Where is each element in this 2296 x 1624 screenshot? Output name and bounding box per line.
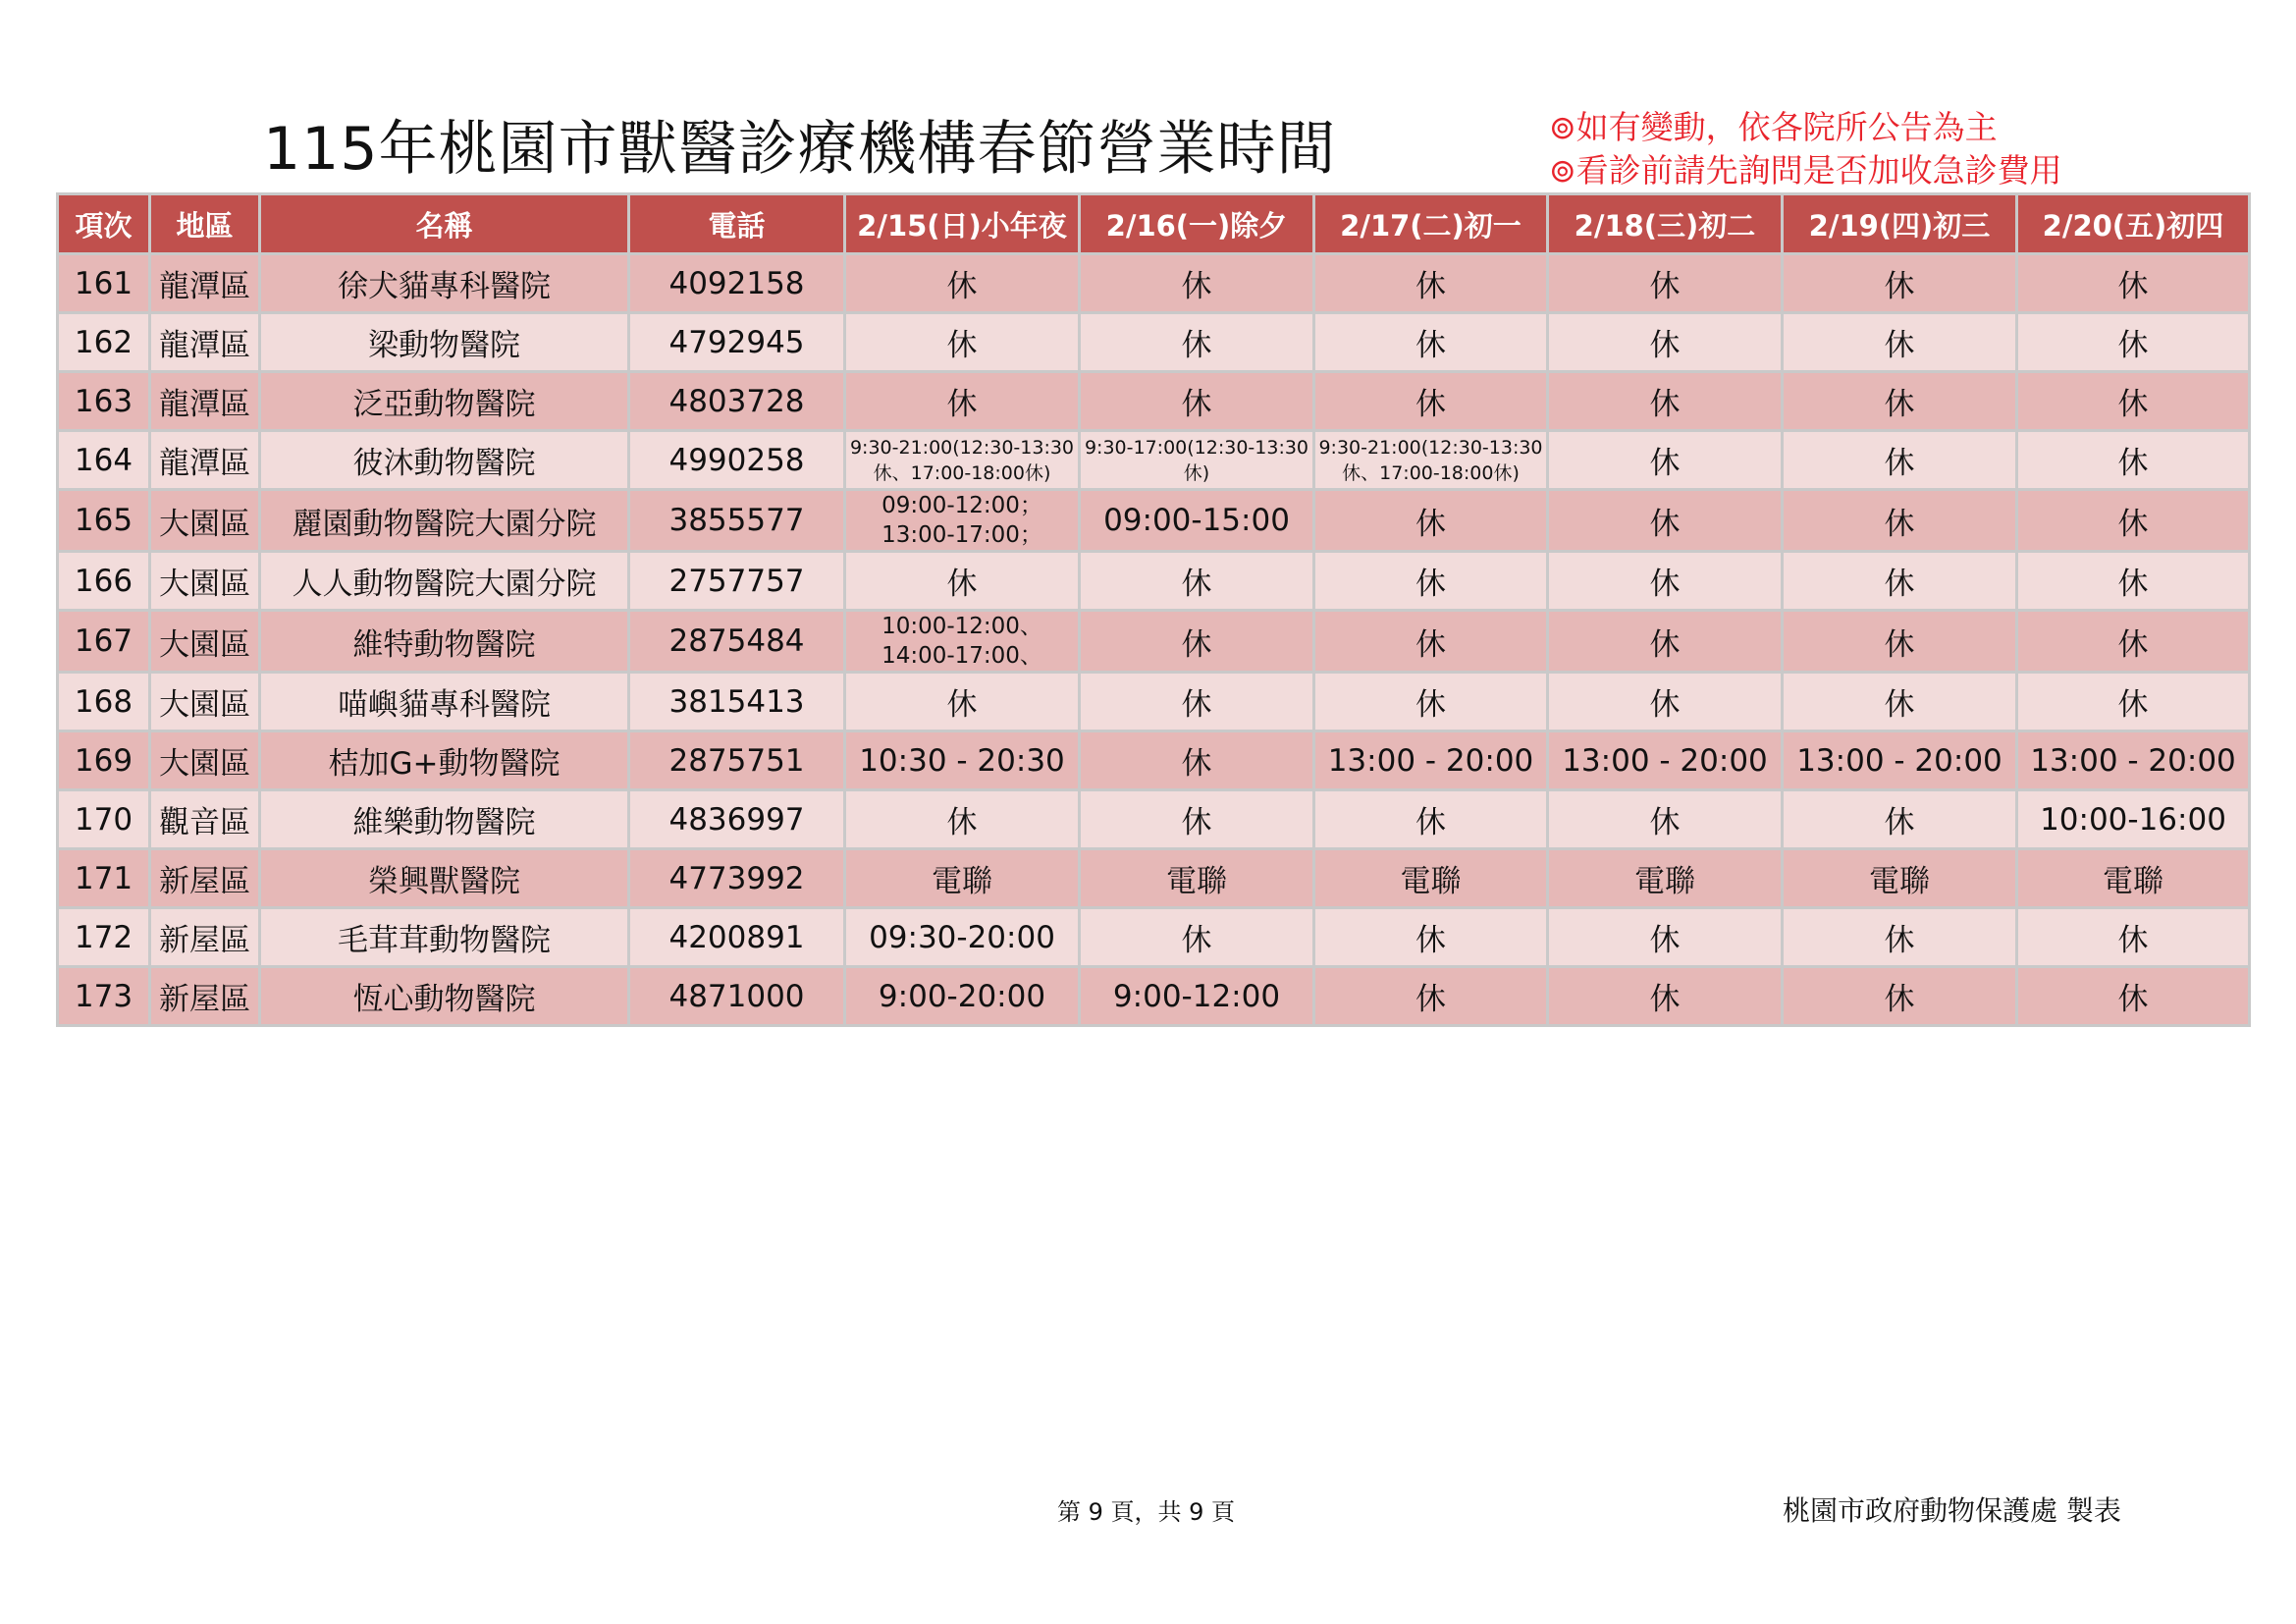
table-cell: 9:00-12:00 <box>1080 967 1314 1026</box>
table-cell: 休 <box>1080 611 1314 673</box>
table-cell: 休 <box>845 313 1080 372</box>
table-row <box>58 552 2250 611</box>
table-cell: 休 <box>2017 372 2250 431</box>
table-cell: 休 <box>1783 313 2017 372</box>
table-cell: 徐犬貓專科醫院 <box>260 254 629 313</box>
table-cell: 休 <box>1314 313 1548 372</box>
table-cell: 9:00-20:00 <box>845 967 1080 1026</box>
table-cell: 大園區 <box>150 611 260 673</box>
table-row <box>58 431 2250 490</box>
table-cell: 4200891 <box>629 908 845 967</box>
table-cell: 休 <box>1783 490 2017 552</box>
table-cell: 休 <box>1080 908 1314 967</box>
table-cell: 休 <box>1548 790 1783 849</box>
table-cell: 龍潭區 <box>150 313 260 372</box>
table-cell: 休 <box>1314 372 1548 431</box>
table-row <box>58 372 2250 431</box>
table-cell: 163 <box>58 372 150 431</box>
table-cell: 新屋區 <box>150 849 260 908</box>
table-row <box>58 313 2250 372</box>
table-cell: 電聯 <box>1548 849 1783 908</box>
schedule-table <box>56 192 2251 1027</box>
table-cell: 13:00 - 20:00 <box>1783 731 2017 790</box>
table-row <box>58 967 2250 1026</box>
table-cell: 13:00 - 20:00 <box>2017 731 2250 790</box>
table-cell: 161 <box>58 254 150 313</box>
table-cell: 休 <box>2017 431 2250 490</box>
table-cell: 4773992 <box>629 849 845 908</box>
table-cell: 休 <box>1080 731 1314 790</box>
table-header-row <box>58 194 2250 254</box>
table-cell: 休 <box>1783 372 2017 431</box>
column-header: 2/15(日)小年夜 <box>845 194 1080 254</box>
table-cell: 164 <box>58 431 150 490</box>
table-cell: 休 <box>1314 673 1548 731</box>
table-row <box>58 490 2250 552</box>
table-cell: 喵嶼貓專科醫院 <box>260 673 629 731</box>
table-cell: 休 <box>2017 967 2250 1026</box>
table-cell: 桔加G+動物醫院 <box>260 731 629 790</box>
table-cell: 4092158 <box>629 254 845 313</box>
table-cell: 休 <box>1548 611 1783 673</box>
table-cell: 大園區 <box>150 731 260 790</box>
cell-line: 9:30-21:00(12:30-13:30 <box>1318 436 1543 459</box>
cell-line: 9:30-21:00(12:30-13:30 <box>849 436 1075 459</box>
table-row <box>58 254 2250 313</box>
table-cell: 休 <box>845 790 1080 849</box>
table-cell: 新屋區 <box>150 908 260 967</box>
table-cell: 休 <box>1080 254 1314 313</box>
table-cell: 維特動物醫院 <box>260 611 629 673</box>
table-cell: 休 <box>1314 790 1548 849</box>
table-row <box>58 611 2250 673</box>
table-cell: 梁動物醫院 <box>260 313 629 372</box>
table-cell: 4792945 <box>629 313 845 372</box>
column-header: 2/16(一)除夕 <box>1080 194 1314 254</box>
table-cell: 榮興獸醫院 <box>260 849 629 908</box>
table-cell: 173 <box>58 967 150 1026</box>
column-header: 2/19(四)初三 <box>1783 194 2017 254</box>
cell-line: 14:00-17:00、 <box>881 643 1042 669</box>
table-row <box>58 731 2250 790</box>
table-cell: 觀音區 <box>150 790 260 849</box>
table-cell: 休 <box>2017 908 2250 967</box>
cell-line: 9:30-17:00(12:30-13:30 <box>1084 436 1309 459</box>
table-cell: 休 <box>1314 611 1548 673</box>
table-cell: 休 <box>1548 490 1783 552</box>
table-cell: 2875751 <box>629 731 845 790</box>
table-cell: 休 <box>1080 790 1314 849</box>
table-cell <box>845 431 1080 490</box>
column-header: 2/20(五)初四 <box>2017 194 2250 254</box>
table-cell: 休 <box>2017 673 2250 731</box>
table-cell: 167 <box>58 611 150 673</box>
table-cell: 恆心動物醫院 <box>260 967 629 1026</box>
table-cell: 休 <box>2017 611 2250 673</box>
table-cell: 休 <box>1783 908 2017 967</box>
table-cell: 3855577 <box>629 490 845 552</box>
table-cell: 大園區 <box>150 552 260 611</box>
column-header: 項次 <box>58 194 150 254</box>
table-cell: 休 <box>845 552 1080 611</box>
table-cell: 休 <box>2017 313 2250 372</box>
table-cell: 165 <box>58 490 150 552</box>
table-cell: 休 <box>1314 490 1548 552</box>
table-cell: 09:00-15:00 <box>1080 490 1314 552</box>
table-cell: 休 <box>1314 254 1548 313</box>
table-cell: 泛亞動物醫院 <box>260 372 629 431</box>
page-number: 第 9 頁，共 9 頁 <box>1057 1498 1236 1526</box>
table-cell: 170 <box>58 790 150 849</box>
column-header: 名稱 <box>260 194 629 254</box>
table-cell: 休 <box>1548 431 1783 490</box>
table-cell: 休 <box>845 372 1080 431</box>
table-cell: 休 <box>1783 790 2017 849</box>
table-cell: 休 <box>1548 967 1783 1026</box>
table-cell: 休 <box>1080 552 1314 611</box>
cell-line: 休、17:00-18:00休) <box>873 461 1051 484</box>
table-cell: 龍潭區 <box>150 372 260 431</box>
cell-line: 09:00-12:00； <box>881 493 1042 518</box>
table-cell: 休 <box>1783 552 2017 611</box>
table-cell: 休 <box>1548 908 1783 967</box>
table-row <box>58 673 2250 731</box>
table-cell: 09:30-20:00 <box>845 908 1080 967</box>
table-cell: 龍潭區 <box>150 431 260 490</box>
producer-credit: 桃園市政府動物保護處 製表 <box>1783 1494 2121 1527</box>
table-cell: 麗園動物醫院大園分院 <box>260 490 629 552</box>
table-cell: 休 <box>1783 611 2017 673</box>
table-cell: 新屋區 <box>150 967 260 1026</box>
table-cell: 休 <box>1548 254 1783 313</box>
table-cell <box>1314 431 1548 490</box>
table-cell: 維樂動物醫院 <box>260 790 629 849</box>
table-cell: 彼沐動物醫院 <box>260 431 629 490</box>
notice-line: ⊚看診前請先詢問是否加收急診費用 <box>1549 151 2062 189</box>
table-cell: 4803728 <box>629 372 845 431</box>
table-cell: 休 <box>1080 673 1314 731</box>
table-cell: 171 <box>58 849 150 908</box>
cell-line: 休、17:00-18:00休) <box>1342 461 1520 484</box>
table-cell: 大園區 <box>150 673 260 731</box>
table-cell: 休 <box>1548 552 1783 611</box>
table-cell: 休 <box>1080 372 1314 431</box>
table-cell: 10:00-16:00 <box>2017 790 2250 849</box>
table-cell: 人人動物醫院大園分院 <box>260 552 629 611</box>
table-cell <box>845 611 1080 673</box>
table-cell: 169 <box>58 731 150 790</box>
column-header: 2/18(三)初二 <box>1548 194 1783 254</box>
table-cell: 電聯 <box>1783 849 2017 908</box>
table-cell: 休 <box>1783 431 2017 490</box>
table-cell: 休 <box>2017 552 2250 611</box>
table-cell: 3815413 <box>629 673 845 731</box>
table-cell: 電聯 <box>845 849 1080 908</box>
table-cell: 休 <box>1548 313 1783 372</box>
table-cell: 休 <box>1314 908 1548 967</box>
table-cell: 休 <box>1314 967 1548 1026</box>
table-cell: 毛茸茸動物醫院 <box>260 908 629 967</box>
table-cell: 172 <box>58 908 150 967</box>
cell-line: 休) <box>1183 461 1210 484</box>
table-cell: 休 <box>2017 490 2250 552</box>
notice-box <box>1549 106 2062 192</box>
table-cell: 休 <box>2017 254 2250 313</box>
table-cell: 電聯 <box>1314 849 1548 908</box>
table-cell: 2875484 <box>629 611 845 673</box>
cell-line: 13:00-17:00； <box>881 522 1042 548</box>
page-title: 115年桃園市獸醫診療機構春節營業時間 <box>263 115 1337 184</box>
table-cell: 休 <box>1314 552 1548 611</box>
table-cell: 電聯 <box>2017 849 2250 908</box>
table-cell: 10:30 - 20:30 <box>845 731 1080 790</box>
table-cell: 4836997 <box>629 790 845 849</box>
table-cell: 166 <box>58 552 150 611</box>
table-cell: 13:00 - 20:00 <box>1548 731 1783 790</box>
table-cell: 休 <box>1783 673 2017 731</box>
table-row <box>58 849 2250 908</box>
table-cell: 休 <box>1783 254 2017 313</box>
column-header: 地區 <box>150 194 260 254</box>
table-body <box>58 254 2250 1026</box>
table-cell: 4990258 <box>629 431 845 490</box>
notice-line: ⊚如有變動，依各院所公告為主 <box>1549 108 1998 146</box>
cell-line: 10:00-12:00、 <box>881 614 1042 639</box>
table-row <box>58 908 2250 967</box>
table-cell: 休 <box>1080 313 1314 372</box>
table-row <box>58 790 2250 849</box>
table-cell: 162 <box>58 313 150 372</box>
table-cell: 龍潭區 <box>150 254 260 313</box>
table-cell: 4871000 <box>629 967 845 1026</box>
table-cell: 休 <box>1548 372 1783 431</box>
table-cell <box>1080 431 1314 490</box>
table-cell: 休 <box>1548 673 1783 731</box>
column-header: 電話 <box>629 194 845 254</box>
table-cell: 休 <box>845 673 1080 731</box>
table-cell: 休 <box>845 254 1080 313</box>
table-cell: 大園區 <box>150 490 260 552</box>
column-header: 2/17(二)初一 <box>1314 194 1548 254</box>
table-cell: 13:00 - 20:00 <box>1314 731 1548 790</box>
table-cell: 2757757 <box>629 552 845 611</box>
table-cell: 168 <box>58 673 150 731</box>
table-cell: 電聯 <box>1080 849 1314 908</box>
table-cell <box>845 490 1080 552</box>
table-cell: 休 <box>1783 967 2017 1026</box>
